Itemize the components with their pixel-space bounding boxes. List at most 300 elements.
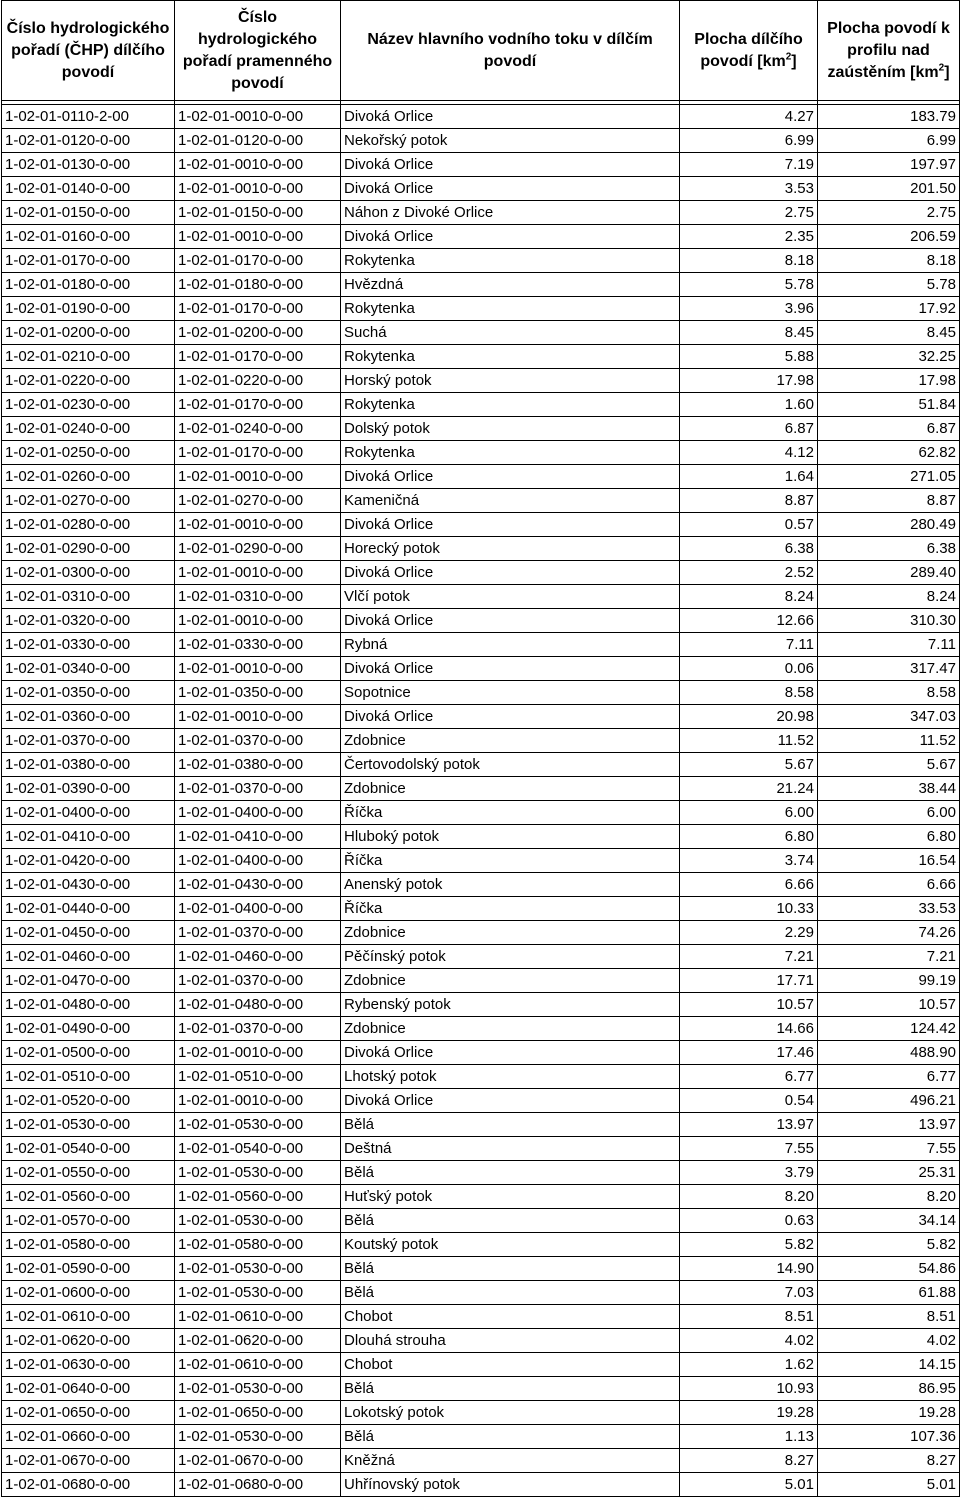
cell-chp-code: 1-02-01-0160-0-00 bbox=[2, 225, 175, 249]
cell-subbasin-area: 17.71 bbox=[680, 969, 818, 993]
cell-watercourse-name: Bělá bbox=[341, 1257, 680, 1281]
cell-subbasin-area: 1.64 bbox=[680, 465, 818, 489]
cell-chp-code: 1-02-01-0330-0-00 bbox=[2, 633, 175, 657]
cell-watercourse-name: Rybenský potok bbox=[341, 993, 680, 1017]
table-row bbox=[2, 129, 960, 153]
cell-watercourse-name: Chobot bbox=[341, 1353, 680, 1377]
cell-chp-code: 1-02-01-0600-0-00 bbox=[2, 1281, 175, 1305]
table-row bbox=[2, 681, 960, 705]
table-row bbox=[2, 201, 960, 225]
cell-cumulative-area: 99.19 bbox=[818, 969, 960, 993]
cell-chp-code: 1-02-01-0210-0-00 bbox=[2, 345, 175, 369]
cell-cumulative-area: 32.25 bbox=[818, 345, 960, 369]
cell-chp-code: 1-02-01-0420-0-00 bbox=[2, 849, 175, 873]
cell-chp-code: 1-02-01-0460-0-00 bbox=[2, 945, 175, 969]
table-row bbox=[2, 1449, 960, 1473]
cell-chp-code: 1-02-01-0620-0-00 bbox=[2, 1329, 175, 1353]
cell-subbasin-area: 20.98 bbox=[680, 705, 818, 729]
cell-subbasin-area: 5.67 bbox=[680, 753, 818, 777]
cell-source-code: 1-02-01-0370-0-00 bbox=[175, 1017, 341, 1041]
cell-cumulative-area: 33.53 bbox=[818, 897, 960, 921]
cell-subbasin-area: 7.03 bbox=[680, 1281, 818, 1305]
cell-cumulative-area: 19.28 bbox=[818, 1401, 960, 1425]
cell-chp-code: 1-02-01-0410-0-00 bbox=[2, 825, 175, 849]
cell-watercourse-name: Zdobnice bbox=[341, 921, 680, 945]
cell-cumulative-area: 11.52 bbox=[818, 729, 960, 753]
cell-cumulative-area: 25.31 bbox=[818, 1161, 960, 1185]
cell-watercourse-name: Zdobnice bbox=[341, 729, 680, 753]
cell-source-code: 1-02-01-0530-0-00 bbox=[175, 1113, 341, 1137]
cell-cumulative-area: 10.57 bbox=[818, 993, 960, 1017]
table-row bbox=[2, 1017, 960, 1041]
cell-watercourse-name: Horský potok bbox=[341, 369, 680, 393]
table-row bbox=[2, 729, 960, 753]
table-row bbox=[2, 345, 960, 369]
cell-cumulative-area: 54.86 bbox=[818, 1257, 960, 1281]
cell-watercourse-name: Suchá bbox=[341, 321, 680, 345]
cell-subbasin-area: 8.87 bbox=[680, 489, 818, 513]
cell-chp-code: 1-02-01-0550-0-00 bbox=[2, 1161, 175, 1185]
cell-watercourse-name: Kněžná bbox=[341, 1449, 680, 1473]
cell-cumulative-area: 5.78 bbox=[818, 273, 960, 297]
table-row bbox=[2, 225, 960, 249]
cell-source-code: 1-02-01-0620-0-00 bbox=[175, 1329, 341, 1353]
cell-chp-code: 1-02-01-0230-0-00 bbox=[2, 393, 175, 417]
cell-chp-code: 1-02-01-0500-0-00 bbox=[2, 1041, 175, 1065]
cell-chp-code: 1-02-01-0300-0-00 bbox=[2, 561, 175, 585]
cell-source-code: 1-02-01-0010-0-00 bbox=[175, 177, 341, 201]
cell-cumulative-area: 5.01 bbox=[818, 1473, 960, 1497]
cell-subbasin-area: 10.57 bbox=[680, 993, 818, 1017]
cell-source-code: 1-02-01-0580-0-00 bbox=[175, 1233, 341, 1257]
table-row bbox=[2, 297, 960, 321]
cell-chp-code: 1-02-01-0510-0-00 bbox=[2, 1065, 175, 1089]
cell-source-code: 1-02-01-0010-0-00 bbox=[175, 657, 341, 681]
cell-chp-code: 1-02-01-0520-0-00 bbox=[2, 1089, 175, 1113]
cell-source-code: 1-02-01-0010-0-00 bbox=[175, 513, 341, 537]
cell-subbasin-area: 8.45 bbox=[680, 321, 818, 345]
table-body bbox=[2, 101, 960, 1497]
cell-cumulative-area: 17.92 bbox=[818, 297, 960, 321]
cell-source-code: 1-02-01-0350-0-00 bbox=[175, 681, 341, 705]
cell-watercourse-name: Bělá bbox=[341, 1113, 680, 1137]
cell-source-code: 1-02-01-0010-0-00 bbox=[175, 1089, 341, 1113]
table-row bbox=[2, 1425, 960, 1449]
cell-source-code: 1-02-01-0010-0-00 bbox=[175, 1041, 341, 1065]
cell-watercourse-name: Divoká Orlice bbox=[341, 609, 680, 633]
cell-cumulative-area: 317.47 bbox=[818, 657, 960, 681]
cell-source-code: 1-02-01-0120-0-00 bbox=[175, 129, 341, 153]
table-row bbox=[2, 489, 960, 513]
cell-chp-code: 1-02-01-0280-0-00 bbox=[2, 513, 175, 537]
cell-watercourse-name: Říčka bbox=[341, 897, 680, 921]
table-row bbox=[2, 897, 960, 921]
table-row bbox=[2, 921, 960, 945]
cell-chp-code: 1-02-01-0570-0-00 bbox=[2, 1209, 175, 1233]
table-row bbox=[2, 585, 960, 609]
table-row bbox=[2, 657, 960, 681]
cell-source-code: 1-02-01-0200-0-00 bbox=[175, 321, 341, 345]
table-row bbox=[2, 1329, 960, 1353]
cell-source-code: 1-02-01-0650-0-00 bbox=[175, 1401, 341, 1425]
cell-chp-code: 1-02-01-0490-0-00 bbox=[2, 1017, 175, 1041]
cell-cumulative-area: 86.95 bbox=[818, 1377, 960, 1401]
cell-source-code: 1-02-01-0170-0-00 bbox=[175, 441, 341, 465]
cell-subbasin-area: 19.28 bbox=[680, 1401, 818, 1425]
cell-source-code: 1-02-01-0170-0-00 bbox=[175, 393, 341, 417]
cell-cumulative-area: 8.58 bbox=[818, 681, 960, 705]
cell-chp-code: 1-02-01-0380-0-00 bbox=[2, 753, 175, 777]
table-row bbox=[2, 1113, 960, 1137]
table-row bbox=[2, 1065, 960, 1089]
cell-chp-code: 1-02-01-0260-0-00 bbox=[2, 465, 175, 489]
cell-source-code: 1-02-01-0290-0-00 bbox=[175, 537, 341, 561]
cell-watercourse-name: Čertovodolský potok bbox=[341, 753, 680, 777]
cell-subbasin-area: 8.27 bbox=[680, 1449, 818, 1473]
cell-source-code: 1-02-01-0170-0-00 bbox=[175, 297, 341, 321]
cell-source-code: 1-02-01-0010-0-00 bbox=[175, 609, 341, 633]
cell-watercourse-name: Divoká Orlice bbox=[341, 105, 680, 129]
cell-chp-code: 1-02-01-0560-0-00 bbox=[2, 1185, 175, 1209]
cell-watercourse-name: Chobot bbox=[341, 1305, 680, 1329]
table-row bbox=[2, 369, 960, 393]
cell-cumulative-area: 7.55 bbox=[818, 1137, 960, 1161]
cell-watercourse-name: Sopotnice bbox=[341, 681, 680, 705]
cell-cumulative-area: 488.90 bbox=[818, 1041, 960, 1065]
table-row bbox=[2, 993, 960, 1017]
cell-chp-code: 1-02-01-0180-0-00 bbox=[2, 273, 175, 297]
header-chp-source-basin: Číslo hydrologického pořadí pramenného povodí bbox=[175, 1, 341, 101]
cell-watercourse-name: Rokytenka bbox=[341, 345, 680, 369]
cell-subbasin-area: 7.19 bbox=[680, 153, 818, 177]
table-row bbox=[2, 1209, 960, 1233]
cell-source-code: 1-02-01-0270-0-00 bbox=[175, 489, 341, 513]
cell-watercourse-name: Rokytenka bbox=[341, 441, 680, 465]
cell-watercourse-name: Dlouhá strouha bbox=[341, 1329, 680, 1353]
cell-cumulative-area: 107.36 bbox=[818, 1425, 960, 1449]
cell-subbasin-area: 2.29 bbox=[680, 921, 818, 945]
cell-source-code: 1-02-01-0370-0-00 bbox=[175, 777, 341, 801]
cell-cumulative-area: 183.79 bbox=[818, 105, 960, 129]
cell-source-code: 1-02-01-0400-0-00 bbox=[175, 849, 341, 873]
cell-watercourse-name: Zdobnice bbox=[341, 777, 680, 801]
cell-chp-code: 1-02-01-0480-0-00 bbox=[2, 993, 175, 1017]
table-row bbox=[2, 393, 960, 417]
cell-cumulative-area: 6.80 bbox=[818, 825, 960, 849]
cell-watercourse-name: Bělá bbox=[341, 1161, 680, 1185]
table-row bbox=[2, 1185, 960, 1209]
cell-chp-code: 1-02-01-0130-0-00 bbox=[2, 153, 175, 177]
cell-subbasin-area: 0.06 bbox=[680, 657, 818, 681]
cell-source-code: 1-02-01-0170-0-00 bbox=[175, 345, 341, 369]
cell-cumulative-area: 62.82 bbox=[818, 441, 960, 465]
cell-cumulative-area: 8.87 bbox=[818, 489, 960, 513]
cell-source-code: 1-02-01-0540-0-00 bbox=[175, 1137, 341, 1161]
cell-watercourse-name: Vlčí potok bbox=[341, 585, 680, 609]
cell-cumulative-area: 34.14 bbox=[818, 1209, 960, 1233]
cell-cumulative-area: 280.49 bbox=[818, 513, 960, 537]
cell-cumulative-area: 7.21 bbox=[818, 945, 960, 969]
table-row bbox=[2, 537, 960, 561]
cell-subbasin-area: 7.55 bbox=[680, 1137, 818, 1161]
cell-watercourse-name: Divoká Orlice bbox=[341, 513, 680, 537]
cell-chp-code: 1-02-01-0450-0-00 bbox=[2, 921, 175, 945]
cell-watercourse-name: Bělá bbox=[341, 1281, 680, 1305]
cell-cumulative-area: 4.02 bbox=[818, 1329, 960, 1353]
cell-source-code: 1-02-01-0010-0-00 bbox=[175, 225, 341, 249]
cell-chp-code: 1-02-01-0340-0-00 bbox=[2, 657, 175, 681]
cell-subbasin-area: 10.33 bbox=[680, 897, 818, 921]
cell-watercourse-name: Náhon z Divoké Orlice bbox=[341, 201, 680, 225]
cell-watercourse-name: Divoká Orlice bbox=[341, 465, 680, 489]
cell-cumulative-area: 6.00 bbox=[818, 801, 960, 825]
cell-subbasin-area: 13.97 bbox=[680, 1113, 818, 1137]
cell-subbasin-area: 8.51 bbox=[680, 1305, 818, 1329]
table-row bbox=[2, 1137, 960, 1161]
cell-watercourse-name: Rokytenka bbox=[341, 393, 680, 417]
cell-source-code: 1-02-01-0010-0-00 bbox=[175, 561, 341, 585]
cell-chp-code: 1-02-01-0370-0-00 bbox=[2, 729, 175, 753]
table-row bbox=[2, 441, 960, 465]
cell-watercourse-name: Divoká Orlice bbox=[341, 225, 680, 249]
table-row bbox=[2, 1353, 960, 1377]
cell-cumulative-area: 13.97 bbox=[818, 1113, 960, 1137]
cell-subbasin-area: 4.12 bbox=[680, 441, 818, 465]
cell-watercourse-name: Divoká Orlice bbox=[341, 1089, 680, 1113]
cell-cumulative-area: 51.84 bbox=[818, 393, 960, 417]
cell-cumulative-area: 8.27 bbox=[818, 1449, 960, 1473]
cell-cumulative-area: 6.87 bbox=[818, 417, 960, 441]
cell-cumulative-area: 206.59 bbox=[818, 225, 960, 249]
cell-chp-code: 1-02-01-0530-0-00 bbox=[2, 1113, 175, 1137]
cell-chp-code: 1-02-01-0630-0-00 bbox=[2, 1353, 175, 1377]
cell-chp-code: 1-02-01-0540-0-00 bbox=[2, 1137, 175, 1161]
cell-source-code: 1-02-01-0530-0-00 bbox=[175, 1161, 341, 1185]
table-row bbox=[2, 1161, 960, 1185]
table-row bbox=[2, 1401, 960, 1425]
cell-cumulative-area: 197.97 bbox=[818, 153, 960, 177]
cell-subbasin-area: 6.38 bbox=[680, 537, 818, 561]
cell-subbasin-area: 6.80 bbox=[680, 825, 818, 849]
cell-cumulative-area: 5.67 bbox=[818, 753, 960, 777]
table-row bbox=[2, 105, 960, 129]
cell-subbasin-area: 10.93 bbox=[680, 1377, 818, 1401]
cell-cumulative-area: 38.44 bbox=[818, 777, 960, 801]
cell-chp-code: 1-02-01-0670-0-00 bbox=[2, 1449, 175, 1473]
catchment-table bbox=[1, 0, 960, 1497]
cell-cumulative-area: 2.75 bbox=[818, 201, 960, 225]
cell-watercourse-name: Zdobnice bbox=[341, 1017, 680, 1041]
cell-source-code: 1-02-01-0370-0-00 bbox=[175, 969, 341, 993]
cell-source-code: 1-02-01-0330-0-00 bbox=[175, 633, 341, 657]
table-row bbox=[2, 849, 960, 873]
cell-source-code: 1-02-01-0530-0-00 bbox=[175, 1281, 341, 1305]
cell-chp-code: 1-02-01-0640-0-00 bbox=[2, 1377, 175, 1401]
cell-source-code: 1-02-01-0460-0-00 bbox=[175, 945, 341, 969]
cell-watercourse-name: Divoká Orlice bbox=[341, 1041, 680, 1065]
cell-watercourse-name: Hluboký potok bbox=[341, 825, 680, 849]
cell-cumulative-area: 6.66 bbox=[818, 873, 960, 897]
cell-source-code: 1-02-01-0510-0-00 bbox=[175, 1065, 341, 1089]
cell-chp-code: 1-02-01-0150-0-00 bbox=[2, 201, 175, 225]
cell-cumulative-area: 6.99 bbox=[818, 129, 960, 153]
cell-source-code: 1-02-01-0150-0-00 bbox=[175, 201, 341, 225]
cell-subbasin-area: 3.79 bbox=[680, 1161, 818, 1185]
cell-subbasin-area: 4.02 bbox=[680, 1329, 818, 1353]
cell-watercourse-name: Rokytenka bbox=[341, 297, 680, 321]
cell-source-code: 1-02-01-0240-0-00 bbox=[175, 417, 341, 441]
cell-chp-code: 1-02-01-0650-0-00 bbox=[2, 1401, 175, 1425]
cell-subbasin-area: 6.66 bbox=[680, 873, 818, 897]
cell-source-code: 1-02-01-0530-0-00 bbox=[175, 1377, 341, 1401]
cell-watercourse-name: Huťský potok bbox=[341, 1185, 680, 1209]
cell-chp-code: 1-02-01-0310-0-00 bbox=[2, 585, 175, 609]
table-row bbox=[2, 249, 960, 273]
cell-watercourse-name: Divoká Orlice bbox=[341, 177, 680, 201]
cell-watercourse-name: Divoká Orlice bbox=[341, 561, 680, 585]
cell-subbasin-area: 1.60 bbox=[680, 393, 818, 417]
cell-watercourse-name: Uhřínovský potok bbox=[341, 1473, 680, 1497]
header-chp-subbasin: Číslo hydrologického pořadí (ČHP) dílčího povodí bbox=[2, 1, 175, 101]
cell-subbasin-area: 0.63 bbox=[680, 1209, 818, 1233]
cell-chp-code: 1-02-01-0140-0-00 bbox=[2, 177, 175, 201]
cell-chp-code: 1-02-01-0250-0-00 bbox=[2, 441, 175, 465]
cell-subbasin-area: 1.13 bbox=[680, 1425, 818, 1449]
cell-subbasin-area: 3.53 bbox=[680, 177, 818, 201]
cell-chp-code: 1-02-01-0660-0-00 bbox=[2, 1425, 175, 1449]
table-row bbox=[2, 1473, 960, 1497]
cell-subbasin-area: 2.52 bbox=[680, 561, 818, 585]
cell-chp-code: 1-02-01-0200-0-00 bbox=[2, 321, 175, 345]
cell-cumulative-area: 8.51 bbox=[818, 1305, 960, 1329]
cell-watercourse-name: Nekořský potok bbox=[341, 129, 680, 153]
cell-cumulative-area: 347.03 bbox=[818, 705, 960, 729]
table-row bbox=[2, 753, 960, 777]
table-row bbox=[2, 945, 960, 969]
cell-chp-code: 1-02-01-0220-0-00 bbox=[2, 369, 175, 393]
cell-cumulative-area: 7.11 bbox=[818, 633, 960, 657]
cell-watercourse-name: Kameničná bbox=[341, 489, 680, 513]
cell-source-code: 1-02-01-0480-0-00 bbox=[175, 993, 341, 1017]
cell-subbasin-area: 1.62 bbox=[680, 1353, 818, 1377]
cell-subbasin-area: 17.46 bbox=[680, 1041, 818, 1065]
cell-watercourse-name: Divoká Orlice bbox=[341, 657, 680, 681]
cell-source-code: 1-02-01-0610-0-00 bbox=[175, 1353, 341, 1377]
cell-subbasin-area: 3.96 bbox=[680, 297, 818, 321]
cell-source-code: 1-02-01-0370-0-00 bbox=[175, 729, 341, 753]
cell-source-code: 1-02-01-0610-0-00 bbox=[175, 1305, 341, 1329]
cell-watercourse-name: Koutský potok bbox=[341, 1233, 680, 1257]
table-row bbox=[2, 1089, 960, 1113]
cell-source-code: 1-02-01-0410-0-00 bbox=[175, 825, 341, 849]
cell-source-code: 1-02-01-0310-0-00 bbox=[175, 585, 341, 609]
cell-cumulative-area: 17.98 bbox=[818, 369, 960, 393]
cell-chp-code: 1-02-01-0580-0-00 bbox=[2, 1233, 175, 1257]
cell-source-code: 1-02-01-0370-0-00 bbox=[175, 921, 341, 945]
table-row bbox=[2, 177, 960, 201]
cell-source-code: 1-02-01-0680-0-00 bbox=[175, 1473, 341, 1497]
table-row bbox=[2, 825, 960, 849]
table-row bbox=[2, 417, 960, 441]
cell-chp-code: 1-02-01-0320-0-00 bbox=[2, 609, 175, 633]
table-row bbox=[2, 801, 960, 825]
cell-subbasin-area: 14.66 bbox=[680, 1017, 818, 1041]
cell-chp-code: 1-02-01-0390-0-00 bbox=[2, 777, 175, 801]
cell-watercourse-name: Pěčínský potok bbox=[341, 945, 680, 969]
cell-cumulative-area: 14.15 bbox=[818, 1353, 960, 1377]
table-row bbox=[2, 705, 960, 729]
cell-subbasin-area: 8.20 bbox=[680, 1185, 818, 1209]
cell-cumulative-area: 8.24 bbox=[818, 585, 960, 609]
cell-chp-code: 1-02-01-0440-0-00 bbox=[2, 897, 175, 921]
cell-chp-code: 1-02-01-0360-0-00 bbox=[2, 705, 175, 729]
cell-subbasin-area: 6.87 bbox=[680, 417, 818, 441]
table-row bbox=[2, 153, 960, 177]
cell-source-code: 1-02-01-0010-0-00 bbox=[175, 465, 341, 489]
cell-subbasin-area: 5.78 bbox=[680, 273, 818, 297]
cell-subbasin-area: 5.82 bbox=[680, 1233, 818, 1257]
cell-subbasin-area: 12.66 bbox=[680, 609, 818, 633]
cell-source-code: 1-02-01-0010-0-00 bbox=[175, 153, 341, 177]
cell-source-code: 1-02-01-0670-0-00 bbox=[175, 1449, 341, 1473]
cell-watercourse-name: Rokytenka bbox=[341, 249, 680, 273]
cell-chp-code: 1-02-01-0590-0-00 bbox=[2, 1257, 175, 1281]
table-row bbox=[2, 969, 960, 993]
cell-chp-code: 1-02-01-0110-2-00 bbox=[2, 105, 175, 129]
cell-watercourse-name: Hvězdná bbox=[341, 273, 680, 297]
cell-subbasin-area: 14.90 bbox=[680, 1257, 818, 1281]
cell-cumulative-area: 271.05 bbox=[818, 465, 960, 489]
table-row bbox=[2, 273, 960, 297]
cell-cumulative-area: 124.42 bbox=[818, 1017, 960, 1041]
cell-watercourse-name: Dolský potok bbox=[341, 417, 680, 441]
cell-cumulative-area: 74.26 bbox=[818, 921, 960, 945]
cell-subbasin-area: 5.01 bbox=[680, 1473, 818, 1497]
table-row bbox=[2, 1233, 960, 1257]
cell-subbasin-area: 8.18 bbox=[680, 249, 818, 273]
cell-source-code: 1-02-01-0400-0-00 bbox=[175, 897, 341, 921]
cell-subbasin-area: 0.54 bbox=[680, 1089, 818, 1113]
cell-cumulative-area: 8.18 bbox=[818, 249, 960, 273]
cell-cumulative-area: 289.40 bbox=[818, 561, 960, 585]
cell-watercourse-name: Říčka bbox=[341, 849, 680, 873]
cell-chp-code: 1-02-01-0120-0-00 bbox=[2, 129, 175, 153]
table-row bbox=[2, 321, 960, 345]
cell-chp-code: 1-02-01-0170-0-00 bbox=[2, 249, 175, 273]
cell-cumulative-area: 6.77 bbox=[818, 1065, 960, 1089]
cell-chp-code: 1-02-01-0190-0-00 bbox=[2, 297, 175, 321]
cell-chp-code: 1-02-01-0240-0-00 bbox=[2, 417, 175, 441]
cell-source-code: 1-02-01-0560-0-00 bbox=[175, 1185, 341, 1209]
cell-subbasin-area: 4.27 bbox=[680, 105, 818, 129]
cell-watercourse-name: Bělá bbox=[341, 1425, 680, 1449]
cell-watercourse-name: Lhotský potok bbox=[341, 1065, 680, 1089]
cell-watercourse-name: Divoká Orlice bbox=[341, 705, 680, 729]
cell-subbasin-area: 8.58 bbox=[680, 681, 818, 705]
table-row bbox=[2, 609, 960, 633]
table-row bbox=[2, 561, 960, 585]
cell-source-code: 1-02-01-0220-0-00 bbox=[175, 369, 341, 393]
cell-chp-code: 1-02-01-0400-0-00 bbox=[2, 801, 175, 825]
cell-cumulative-area: 496.21 bbox=[818, 1089, 960, 1113]
cell-subbasin-area: 11.52 bbox=[680, 729, 818, 753]
cell-chp-code: 1-02-01-0430-0-00 bbox=[2, 873, 175, 897]
cell-subbasin-area: 21.24 bbox=[680, 777, 818, 801]
cell-subbasin-area: 0.57 bbox=[680, 513, 818, 537]
cell-source-code: 1-02-01-0180-0-00 bbox=[175, 273, 341, 297]
cell-source-code: 1-02-01-0400-0-00 bbox=[175, 801, 341, 825]
cell-watercourse-name: Deštná bbox=[341, 1137, 680, 1161]
